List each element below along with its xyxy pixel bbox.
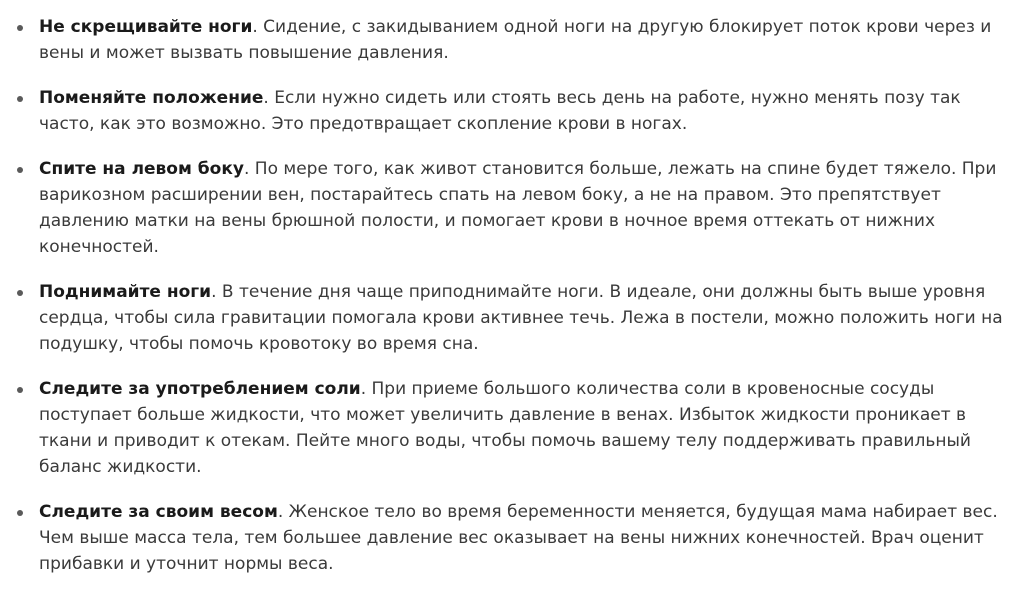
tip-text: . В течение дня чаще приподнимайте ноги. В идеале, они должны быть выше уровня сердца, чтобы сила гравитации помогала крови активнее течь. Лежа в постели, можно положить ноги на подушку, чтобы помочь кровотоку во время сна. (39, 282, 1003, 354)
tip-text: . Если нужно сидеть или стоять весь день на работе, нужно менять позу так часто, как это возможно. Это предотвращает скопление крови в ногах. (39, 88, 961, 134)
list-item (0, 376, 1024, 480)
list-item (0, 279, 1024, 357)
tip-title: Поменяйте положение (39, 88, 264, 108)
tip-text: . Сидение, с закидыванием одной ноги на другую блокирует поток крови через и вены и может вызвать повышение давления. (39, 17, 992, 63)
bullet-icon (17, 25, 23, 31)
tip-title: Спите на левом боку (39, 159, 244, 179)
bullet-icon (17, 96, 23, 102)
bullet-icon (17, 387, 23, 393)
bullet-icon (17, 167, 23, 173)
list-item (0, 499, 1024, 577)
tip-title: Поднимайте ноги (39, 282, 212, 302)
list-item (0, 85, 1024, 137)
tip-text: . По мере того, как живот становится больше, лежать на спине будет тяжело. При варикозном расширении вен, постарайтесь спать на левом боку, а не на правом. Это препятствует давлению матки на вены брюшной полости, и помогает крови в ночное время оттекать от нижних конечностей. (39, 159, 997, 257)
bullet-icon (17, 510, 23, 516)
tip-title: Следите за своим весом (39, 502, 278, 522)
bullet-icon (17, 290, 23, 296)
tips-list (0, 14, 1024, 596)
tip-text: . При приеме большого количества соли в кровеносные сосуды поступает больше жидкости, что может увеличить давление в венах. Избыток жидкости проникает в ткани и приводит к отекам. Пейте много воды, чтобы помочь вашему телу поддерживать правильный баланс жидкости. (39, 379, 971, 477)
list-item (0, 156, 1024, 260)
tip-title: Не скрещивайте ноги (39, 17, 253, 37)
list-item (0, 14, 1024, 66)
tip-text: . Женское тело во время беременности меняется, будущая мама набирает вес. Чем выше масса тела, тем большее давление вес оказывает на вены нижних конечностей. Врач оценит прибавки и уточнит нормы веса. (39, 502, 998, 574)
tip-title: Следите за употреблением соли (39, 379, 361, 399)
